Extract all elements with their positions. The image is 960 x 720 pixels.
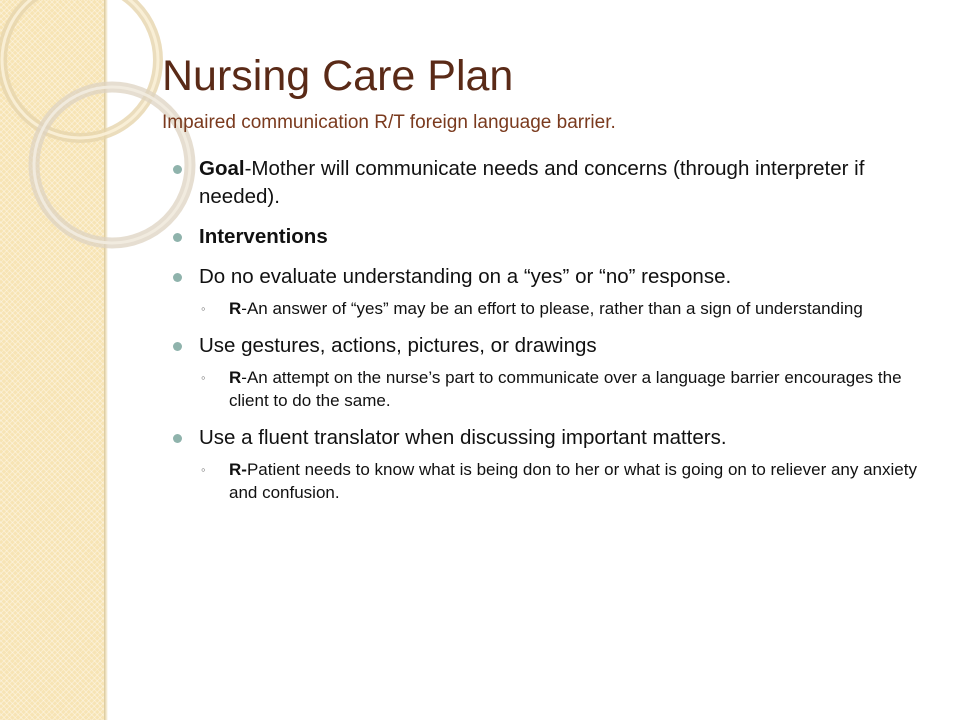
bullet-item2 — [170, 332, 930, 360]
rationale-text: -An answer of “yes” may be an effort to please, rather than a sign of understanding — [241, 299, 863, 318]
bullet-dot-icon — [173, 233, 182, 242]
bullet-dot-icon — [173, 273, 182, 282]
rationale-label: R — [229, 299, 242, 318]
rationale-text: -An attempt on the nurse’s part to communicate over a language barrier encourages the client to do the same. — [229, 368, 902, 410]
goal-text: -Mother will communicate needs and concerns (through interpreter if needed). — [199, 157, 865, 208]
sub-bullet-ring-icon: ◦ — [201, 370, 206, 385]
bullet-interventions — [170, 223, 930, 251]
interventions-heading: Interventions — [199, 225, 328, 248]
bullet-goal — [170, 155, 930, 211]
sub-item1-rationale — [170, 297, 930, 320]
goal-label: Goal — [199, 157, 245, 180]
item3-text: Use a fluent translator when discussing important matters. — [199, 426, 727, 449]
item2-text: Use gestures, actions, pictures, or drawings — [199, 334, 597, 357]
slide-subtitle: Impaired communication R/T foreign language barrier. — [162, 112, 616, 133]
sub-bullet-ring-icon: ◦ — [201, 301, 206, 316]
rationale-label: R — [229, 368, 242, 387]
bullet-dot-icon — [173, 342, 182, 351]
bullet-dot-icon — [173, 434, 182, 443]
rationale-text: Patient needs to know what is being don to her or what is going on to reliever any anxiety and confusion. — [229, 460, 917, 502]
sub-item3-rationale — [170, 458, 930, 504]
slide-title: Nursing Care Plan — [162, 52, 514, 100]
bullet-item1 — [170, 263, 930, 291]
rationale-label: R- — [229, 460, 247, 479]
sub-item2-rationale — [170, 366, 930, 412]
bullet-dot-icon — [173, 165, 182, 174]
item1-text: Do no evaluate understanding on a “yes” or “no” response. — [199, 265, 732, 288]
bullet-item3 — [170, 424, 930, 452]
sub-bullet-ring-icon: ◦ — [201, 462, 206, 477]
slide-content — [170, 155, 930, 516]
